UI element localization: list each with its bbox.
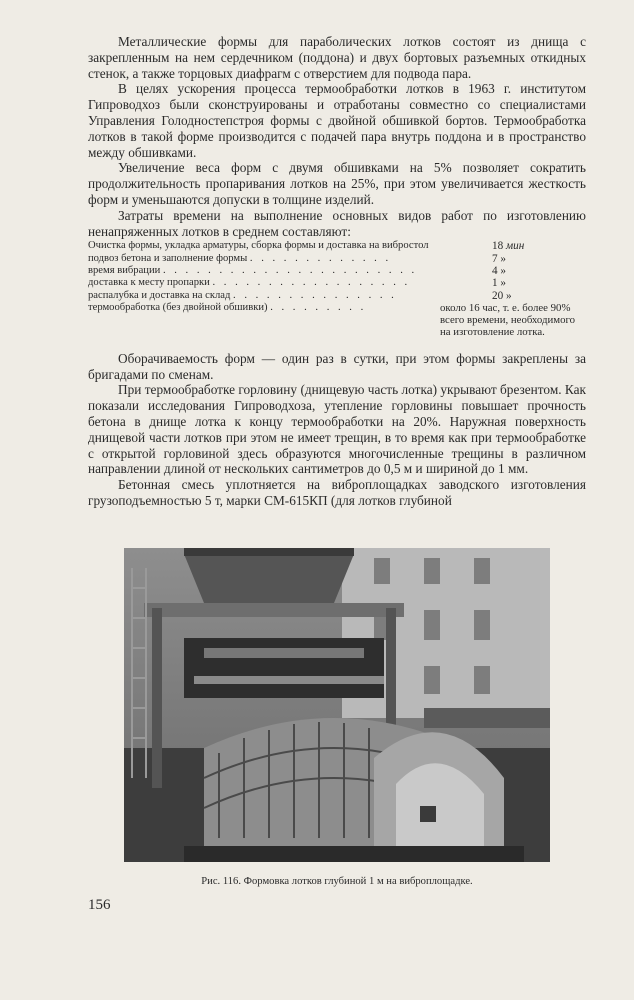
time-table-value: 18 мин [492, 240, 525, 253]
time-table [88, 240, 586, 338]
time-table-label: время вибрации . . . . . . . . . . . . . . . . . . . . . . . [88, 264, 418, 276]
time-table-label: распалубка и доставка на склад . . . . . . . . . . . . . . . [88, 289, 397, 301]
vibration-platform-photo [124, 548, 550, 862]
time-table-value: 4 » [492, 264, 506, 277]
paragraph: Бетонная смесь уплотняется на виброплощадках заводского изготовления грузоподъемностью 5 т, марки СМ-615КП (для лотков глубиной [88, 477, 586, 508]
paragraph: Металлические формы для параболических лотков состоят из днища с закрепленным на нем сердечником (поддона) и двух бортовых разъемных откидных стенок, а также торцовых диафрагм с отверстием для подвода пара. [88, 34, 586, 81]
time-table-row [88, 302, 586, 339]
time-table-row [88, 290, 586, 302]
time-table-row [88, 253, 586, 265]
time-table-value: 1 » [492, 277, 506, 290]
time-table-label: термообработка (без двойной обшивки) . . . . . . . . . [88, 301, 367, 313]
page-number: 156 [88, 897, 111, 913]
figure-photo [124, 548, 550, 862]
time-table-value: 20 » [492, 289, 512, 302]
figure-caption: Рис. 116. Формовка лотков глубиной 1 м на виброплощадке. [201, 876, 473, 887]
time-table-row [88, 240, 586, 252]
paragraph: Оборачиваемость форм — один раз в сутки, при этом формы закреплены за бригадами по сменам. [88, 350, 586, 382]
time-table-note: около 16 час, т. е. более 90% всего времени, необходимого на изготовление лотка. [440, 301, 576, 339]
time-table-value: 7 » [492, 252, 506, 265]
page-text [88, 34, 586, 509]
paragraph: Затраты времени на выполнение основных видов работ по изготовлению ненапряженных лотков в среднем составляют: [88, 207, 586, 239]
paragraph: В целях ускорения процесса термообработки лотков в 1963 г. институтом Гипроводхоз были сконструированы и отработаны совместно со специалистами Управления Голодностепстроя формы с двойной обшивкой бортов. Термообработка лотков в такой форме производится с подачей пара внутрь поддона и в пространство между обшивками. [88, 81, 586, 160]
paragraph: При термообработке горловину (днищевую часть лотка) укрывают брезентом. Как показали исследования Гипроводхоза, утепление горловины повышает прочность бетона в днище лотка к концу термообработки на 20%. Наружная поверхность днищевой части лотков при этом не имеет трещин, в то время как при термообработке с открытой горловиной здесь образуются многочисленные трещины в различном направлении длиной от нескольких сантиметров до 0,5 м и шириной до 1 мм. [88, 382, 586, 477]
time-table-row [88, 277, 586, 289]
paragraph: Увеличение веса форм с двумя обшивками на 5% позволяет сократить продолжительность пропаривания лотков на 25%, при этом увеличивается жесткость форм и уменьшаются допуски в толщине изделий. [88, 160, 586, 207]
time-table-label: подвоз бетона и заполнение формы . . . . . . . . . . . . . [88, 252, 392, 264]
time-table-row [88, 265, 586, 277]
time-table-label: Очистка формы, укладка арматуры, сборка формы и доставка на вибростол [88, 240, 429, 252]
time-table-label: доставка к месту пропарки . . . . . . . . . . . . . . . . . . [88, 277, 411, 289]
